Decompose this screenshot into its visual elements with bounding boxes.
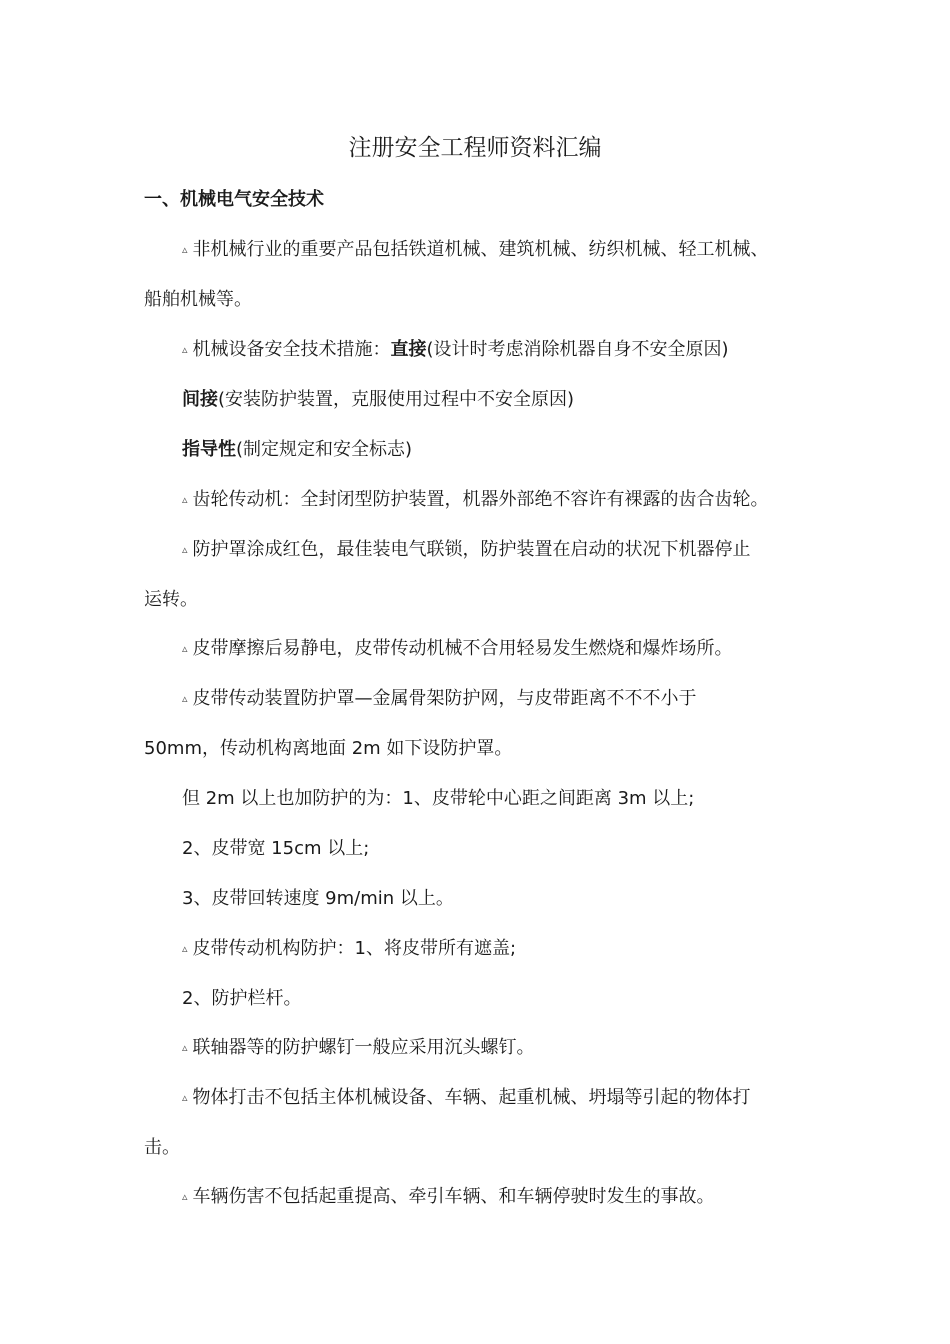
paragraph-line: 运转。 [144, 589, 198, 610]
paragraph-line: 2、防护栏杆。 [182, 988, 302, 1009]
triangle-bullet-icon: ▵ [182, 543, 188, 556]
paragraph-line: 50mm，传动机构离地面 2m 如下设防护罩。 [144, 738, 513, 759]
section-heading: 一、机械电气安全技术 [144, 189, 324, 210]
paragraph-line: 但 2m 以上也加防护的为：1、皮带轮中心距之间距离 3m 以上; [182, 788, 695, 809]
paragraph-line: 2、皮带宽 15cm 以上; [182, 838, 370, 859]
paragraph-line: 间接(安装防护装置，克服使用过程中不安全原因) [182, 389, 575, 410]
paragraph-line: ▵ 齿轮传动机：全封闭型防护装置，机器外部绝不容许有裸露的齿合齿轮。 [182, 489, 769, 510]
paragraph-line: ▵ 机械设备安全技术措施：直接(设计时考虑消除机器自身不安全原因) [182, 339, 729, 360]
triangle-bullet-icon: ▵ [182, 243, 188, 256]
paragraph-line: ▵ 联轴器等的防护螺钉一般应采用沉头螺钉。 [182, 1037, 535, 1058]
paragraph-line: ▵ 皮带传动装置防护罩—金属骨架防护网，与皮带距离不不不小于 [182, 688, 697, 709]
paragraph-line: ▵ 皮带摩擦后易静电，皮带传动机械不合用轻易发生燃烧和爆炸场所。 [182, 638, 733, 659]
paragraph-line: 船舶机械等。 [144, 289, 252, 310]
paragraph-line: ▵ 车辆伤害不包括起重提高、牵引车辆、和车辆停驶时发生的事故。 [182, 1186, 715, 1207]
triangle-bullet-icon: ▵ [182, 1190, 188, 1203]
paragraph-line: ▵ 非机械行业的重要产品包括铁道机械、建筑机械、纺织机械、轻工机械、 [182, 239, 769, 260]
paragraph-line: ▵ 皮带传动机构防护：1、将皮带所有遮盖; [182, 938, 517, 959]
paragraph-line: 指导性(制定规定和安全标志) [182, 439, 413, 460]
paragraph-line: ▵ 物体打击不包括主体机械设备、车辆、起重机械、坍塌等引起的物体打 [182, 1087, 751, 1108]
triangle-bullet-icon: ▵ [182, 692, 188, 705]
triangle-bullet-icon: ▵ [182, 642, 188, 655]
triangle-bullet-icon: ▵ [182, 1041, 188, 1054]
triangle-bullet-icon: ▵ [182, 1091, 188, 1104]
paragraph-line: 击。 [144, 1137, 180, 1158]
paragraph-line: 3、皮带回转速度 9m/min 以上。 [182, 888, 454, 909]
document-title: 注册安全工程师资料汇编 [348, 135, 602, 161]
paragraph-line: ▵ 防护罩涂成红色，最佳装电气联锁，防护装置在启动的状况下机器停止 [182, 539, 751, 560]
triangle-bullet-icon: ▵ [182, 942, 188, 955]
triangle-bullet-icon: ▵ [182, 343, 188, 356]
triangle-bullet-icon: ▵ [182, 493, 188, 506]
